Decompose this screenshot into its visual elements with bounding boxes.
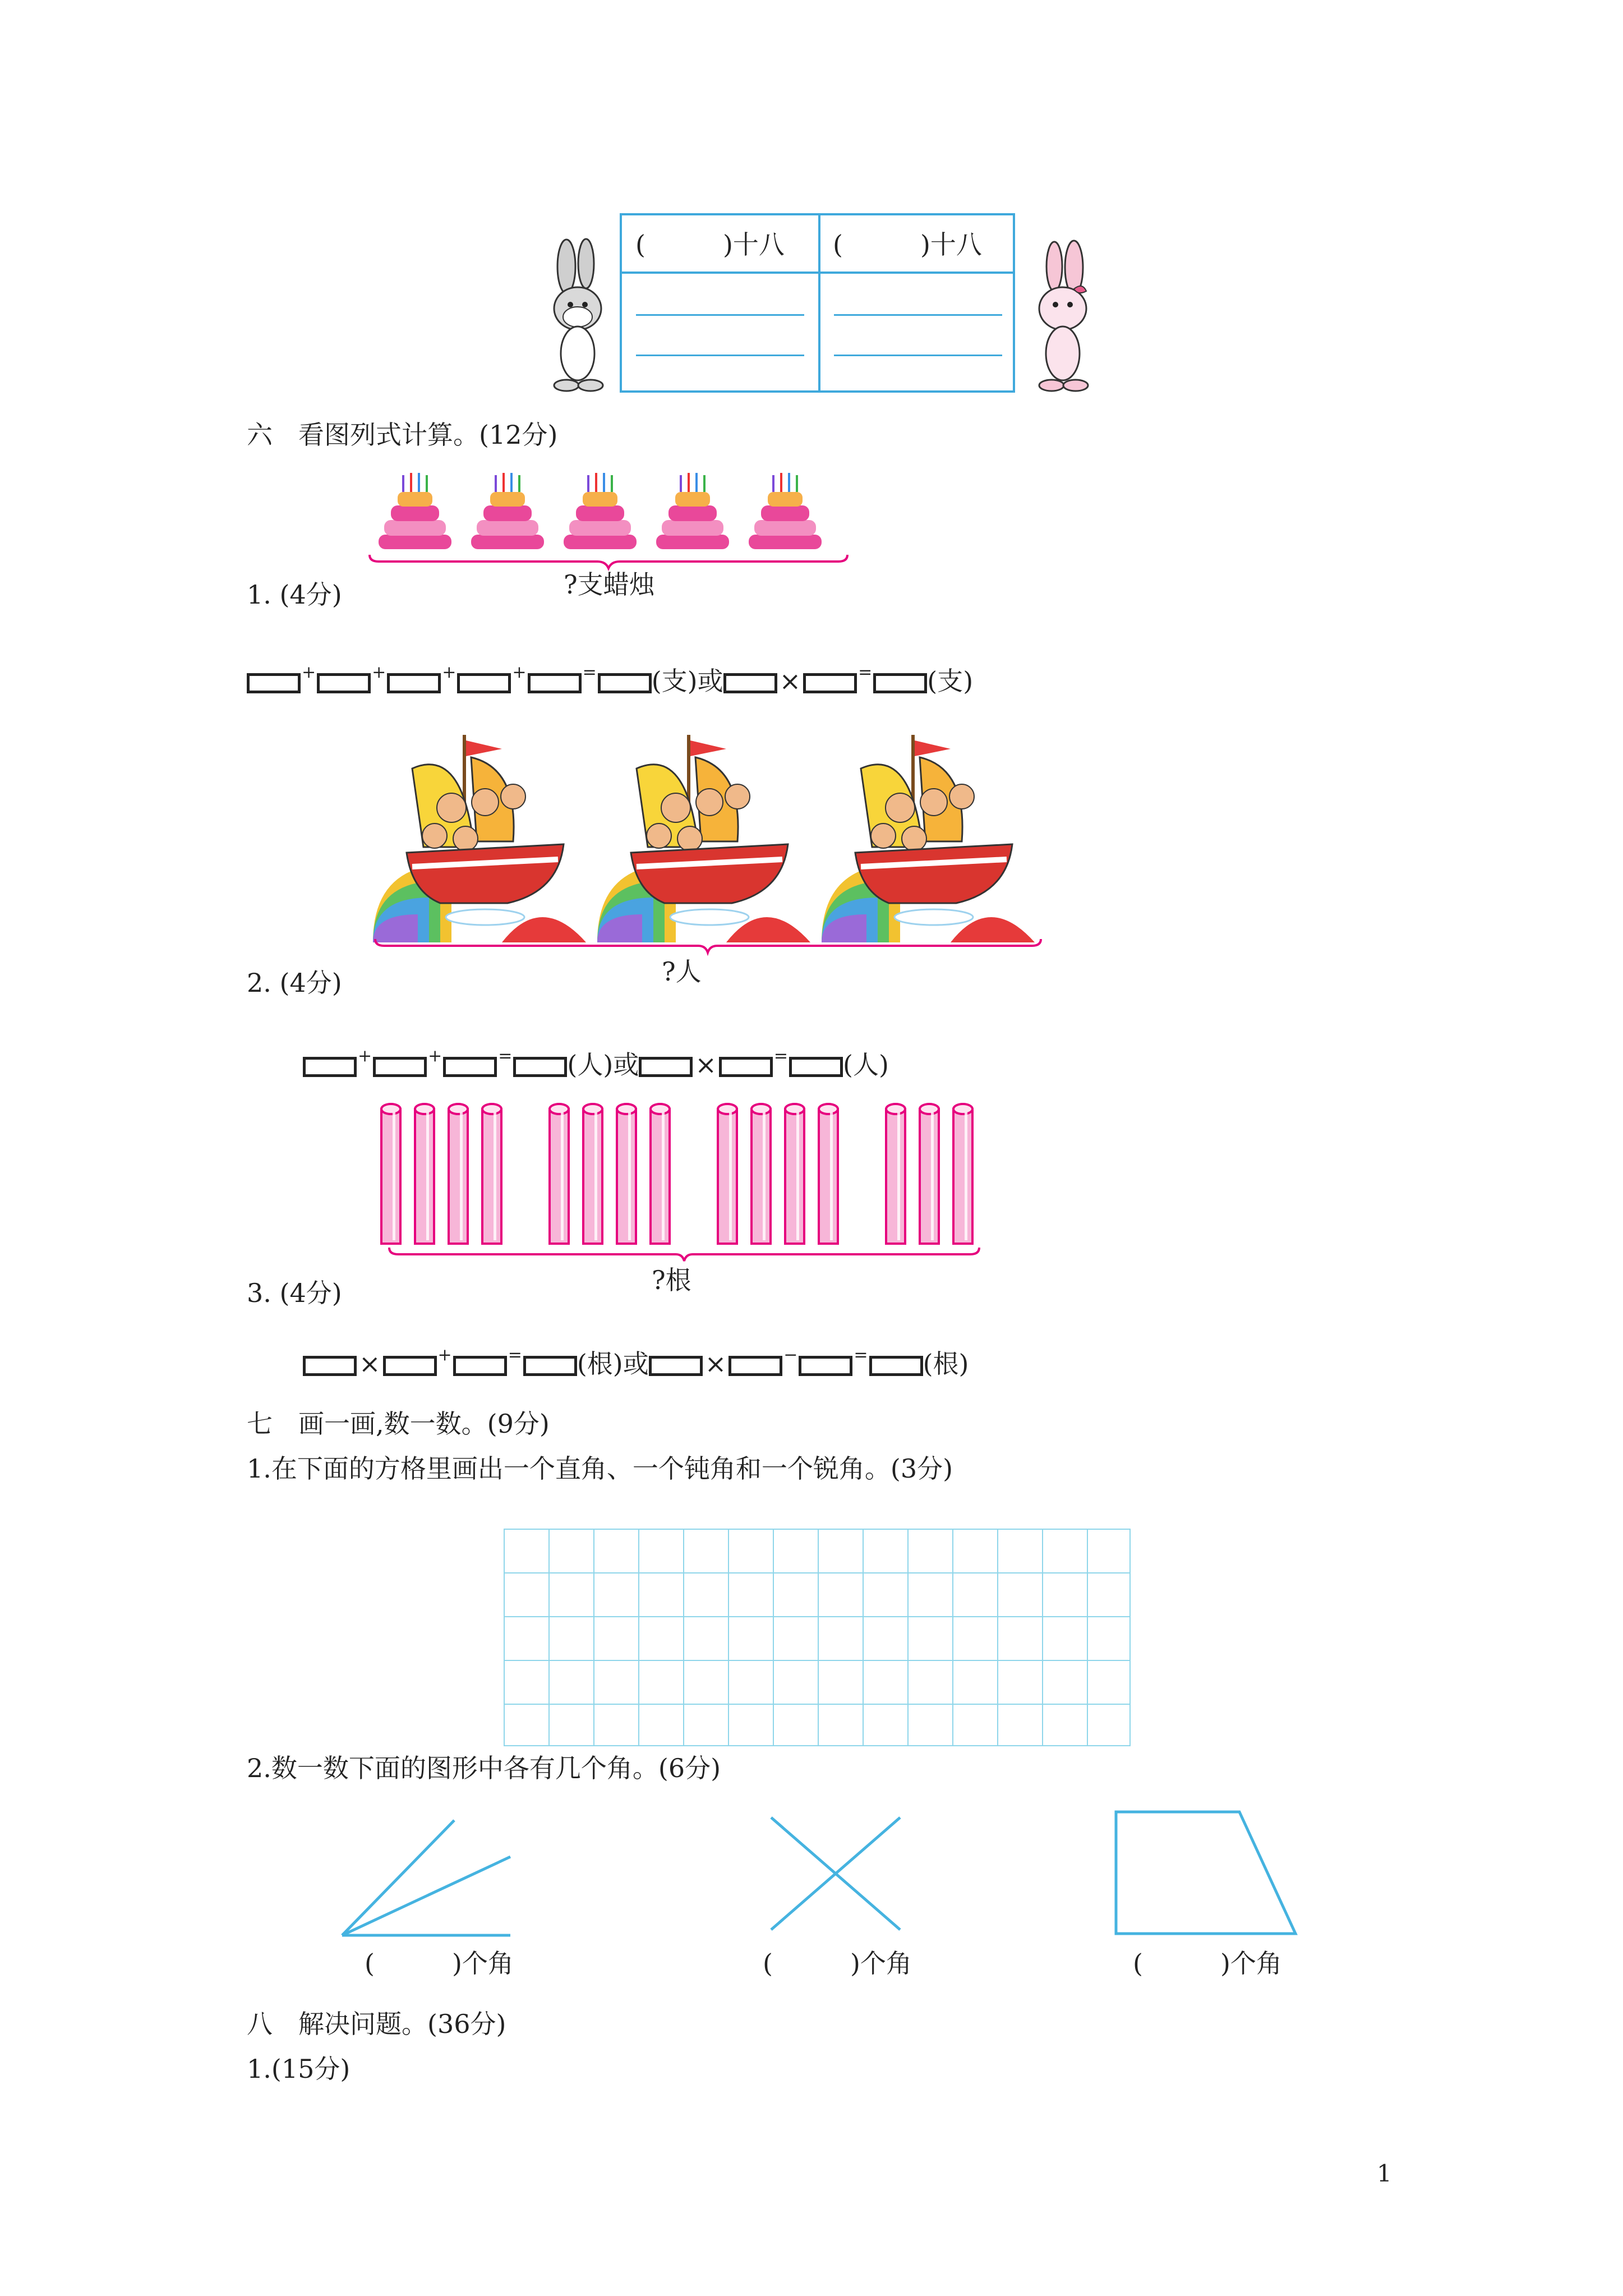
q1-unit1: (支) [651,666,698,696]
answer-box[interactable] [513,1057,567,1077]
q1-equation: + + + + = (支)或 × = (支) [247,661,973,698]
section7-q1: 1.在下面的方格里画出一个直角、一个钝角和一个锐角。(3分) [247,1453,953,1484]
q2-unit2: (人) [843,1050,889,1080]
answer-line[interactable] [636,314,804,316]
table-divider-horizontal [622,272,1013,274]
page-number: 1 [1377,2160,1392,2187]
q2-unit1: (人) [567,1050,614,1080]
answer-line[interactable] [834,355,1002,356]
answer-box[interactable] [303,1356,357,1376]
times-sign: × [704,1349,727,1379]
counting-table [620,213,1015,393]
table-header-right: ( )十八 [833,229,982,260]
answer-box[interactable] [649,1356,703,1376]
answer-box[interactable] [383,1356,437,1376]
answer-box[interactable] [443,1057,497,1077]
answer-box[interactable] [373,1057,427,1077]
answer-line[interactable] [834,314,1002,316]
answer-box[interactable] [317,673,371,693]
answer-box[interactable] [303,1057,357,1077]
q3-brace-label: ?根 [652,1265,691,1295]
answer-box[interactable] [719,1057,773,1077]
cakes-illustration [367,468,850,558]
sticks-illustration [376,1102,993,1248]
table-header-left: ( )十八 [635,229,785,260]
answer-box[interactable] [598,673,652,693]
cakes-brace [367,553,850,569]
times-sign: × [779,666,801,696]
shape-two-rays [336,1818,516,1941]
section6-title: 六 看图列式计算。(12分) [247,420,558,450]
q2-label: 2. (4分) [247,968,342,998]
section8-q1: 1.(15分) [247,2054,351,2084]
answer-box[interactable] [453,1356,507,1376]
q1-brace-label: ?支蜡烛 [564,569,655,600]
answer-box[interactable] [723,673,777,693]
q2-or: 或 [613,1050,639,1080]
shape-trapezoid [1113,1809,1298,1938]
bunny-left [536,238,620,395]
shape1-answer[interactable]: ( )个角 [365,1948,514,1978]
section8-title: 八 解决问题。(36分) [247,2009,506,2039]
q2-brace-label: ?人 [662,956,702,987]
q3-unit2: (根) [923,1349,969,1379]
answer-box[interactable] [247,673,301,693]
answer-box[interactable] [639,1057,693,1077]
q1-or: 或 [697,666,723,696]
answer-box[interactable] [387,673,441,693]
answer-box[interactable] [869,1356,923,1376]
section7-title: 七 画一画,数一数。(9分) [247,1409,550,1439]
shape-cross [766,1815,906,1932]
answer-box[interactable] [457,673,511,693]
answer-box[interactable] [799,1356,852,1376]
answer-line[interactable] [636,355,804,356]
shape3-answer[interactable]: ( )个角 [1133,1948,1282,1978]
section7-q2: 2.数一数下面的图形中各有几个角。(6分) [247,1753,721,1783]
q2-equation: + + = (人)或 × = (人) [303,1045,889,1082]
q1-unit2: (支) [927,666,974,696]
answer-box[interactable] [803,673,857,693]
q3-unit1: (根) [577,1349,623,1379]
bunny-right [1021,238,1105,395]
boats-brace [373,937,1043,954]
answer-box[interactable] [728,1356,782,1376]
q1-label: 1. (4分) [247,579,342,610]
answer-box[interactable] [523,1356,577,1376]
q3-equation: × + = (根)或 × − = (根) [303,1343,969,1381]
drawing-grid[interactable] [504,1529,1131,1746]
boats-illustration [373,724,1043,942]
times-sign: × [695,1050,717,1080]
shape2-answer[interactable]: ( )个角 [763,1948,912,1978]
answer-box[interactable] [789,1057,843,1077]
answer-box[interactable] [873,673,927,693]
answer-box[interactable] [528,673,582,693]
sticks-brace [387,1245,981,1262]
q3-label: 3. (4分) [247,1278,342,1308]
times-sign: × [359,1349,381,1379]
q3-or: 或 [623,1349,649,1379]
table-divider-vertical [818,215,820,390]
